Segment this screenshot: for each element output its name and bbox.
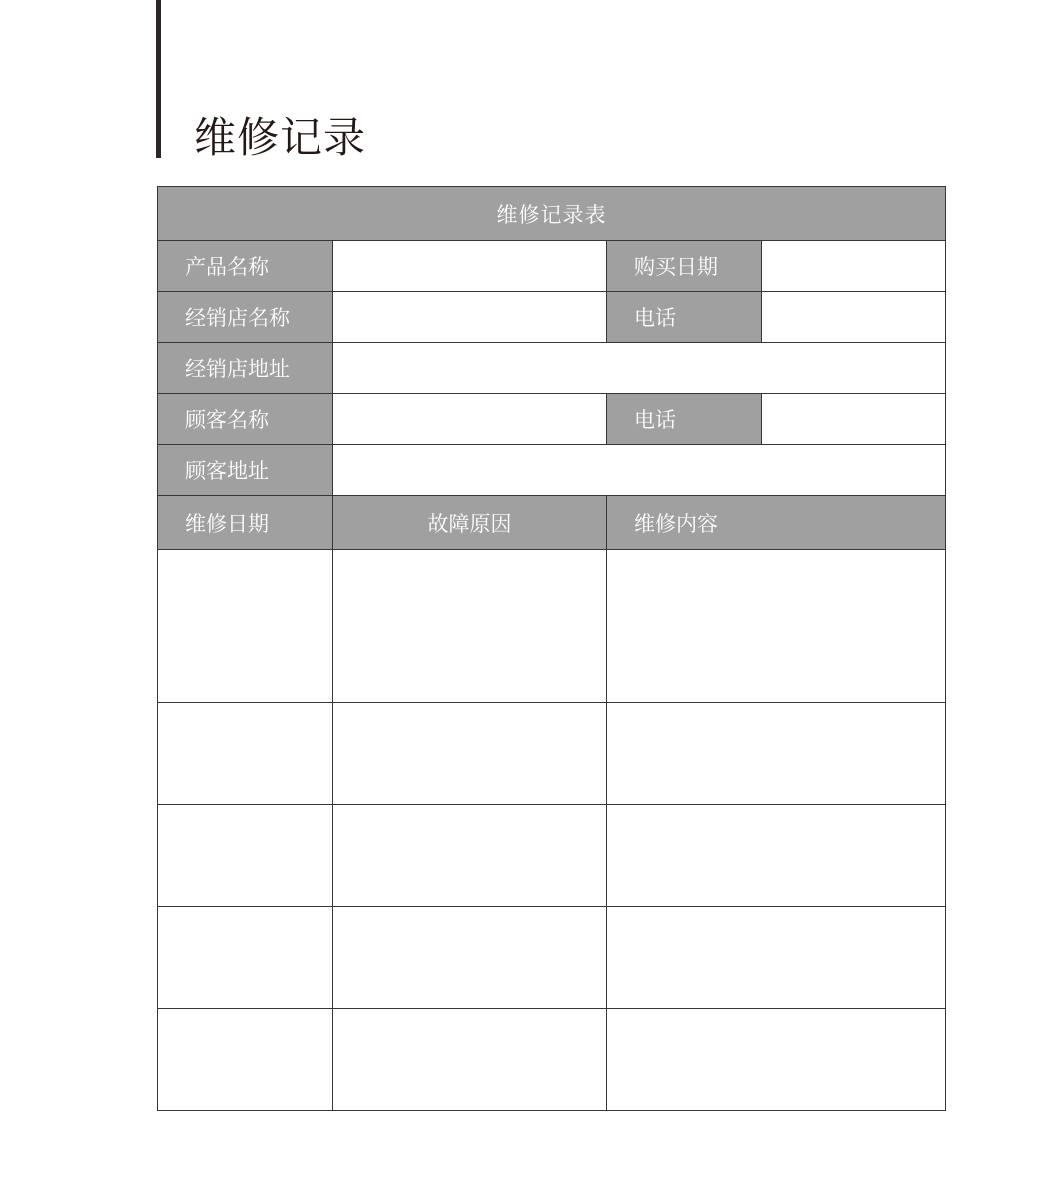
customer-phone-label: 电话 — [607, 394, 762, 445]
product-name-field[interactable] — [333, 241, 607, 292]
accent-bar — [156, 0, 161, 158]
column-header-row — [158, 496, 946, 550]
dealer-phone-label: 电话 — [607, 292, 762, 343]
product-row — [158, 241, 946, 292]
customer-name-label: 顾客名称 — [158, 394, 333, 445]
product-name-label: 产品名称 — [158, 241, 333, 292]
fault-cause-cell[interactable] — [333, 907, 607, 1009]
repair-date-header: 维修日期 — [158, 496, 333, 550]
table-row — [158, 703, 946, 805]
dealer-name-field[interactable] — [333, 292, 607, 343]
repair-content-cell[interactable] — [607, 805, 946, 907]
repair-content-header: 维修内容 — [607, 496, 946, 550]
repair-date-cell[interactable] — [158, 1009, 333, 1111]
fault-cause-cell[interactable] — [333, 805, 607, 907]
repair-content-cell[interactable] — [607, 907, 946, 1009]
purchase-date-label: 购买日期 — [607, 241, 762, 292]
repair-record-table — [157, 186, 946, 1111]
table-row — [158, 550, 946, 703]
dealer-address-label: 经销店地址 — [158, 343, 333, 394]
purchase-date-field[interactable] — [762, 241, 946, 292]
customer-phone-field[interactable] — [762, 394, 946, 445]
repair-content-cell[interactable] — [607, 703, 946, 805]
fault-cause-cell[interactable] — [333, 550, 607, 703]
table-row — [158, 805, 946, 907]
repair-content-cell[interactable] — [607, 550, 946, 703]
customer-address-row — [158, 445, 946, 496]
fault-cause-header: 故障原因 — [333, 496, 607, 550]
page-title: 维修记录 — [194, 113, 367, 162]
dealer-name-label: 经销店名称 — [158, 292, 333, 343]
repair-date-cell[interactable] — [158, 805, 333, 907]
customer-name-field[interactable] — [333, 394, 607, 445]
dealer-phone-field[interactable] — [762, 292, 946, 343]
customer-address-label: 顾客地址 — [158, 445, 333, 496]
repair-date-cell[interactable] — [158, 550, 333, 703]
table-row — [158, 1009, 946, 1111]
customer-row — [158, 394, 946, 445]
repair-content-cell[interactable] — [607, 1009, 946, 1111]
customer-address-field[interactable] — [333, 445, 946, 496]
repair-date-cell[interactable] — [158, 703, 333, 805]
dealer-address-row — [158, 343, 946, 394]
fault-cause-cell[interactable] — [333, 703, 607, 805]
dealer-address-field[interactable] — [333, 343, 946, 394]
table-row — [158, 907, 946, 1009]
dealer-row — [158, 292, 946, 343]
fault-cause-cell[interactable] — [333, 1009, 607, 1111]
table-title: 维修记录表 — [158, 187, 946, 241]
repair-date-cell[interactable] — [158, 907, 333, 1009]
